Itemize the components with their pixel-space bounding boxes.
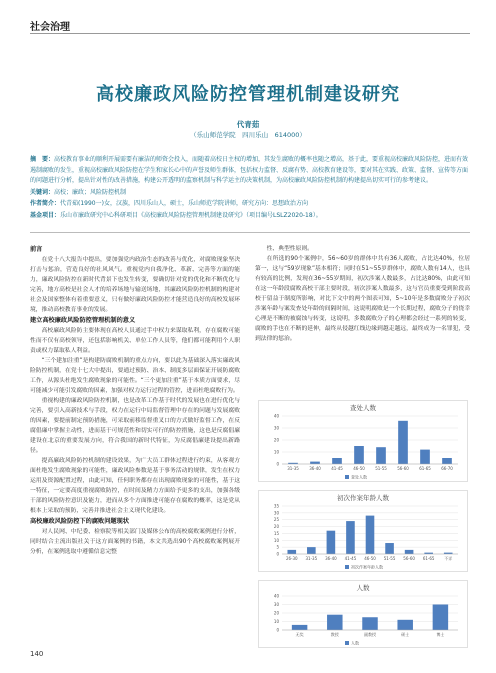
chart-first-crime-age bbox=[258, 490, 468, 572]
bar bbox=[292, 625, 307, 630]
x-tick-label: 66-70 bbox=[441, 466, 453, 471]
y-tick-label: 30 bbox=[273, 425, 279, 431]
page-number: 140 bbox=[30, 650, 44, 658]
x-tick-label: 41-45 bbox=[331, 466, 343, 471]
body-paragraph: 性、典型性原则。 bbox=[266, 246, 313, 252]
x-tick-label: 教授 bbox=[330, 632, 339, 637]
legend-label: 查处人数 bbox=[351, 474, 367, 480]
y-tick-label: 20 bbox=[273, 610, 279, 616]
fund-line bbox=[30, 211, 470, 222]
y-tick-label: 40 bbox=[273, 593, 279, 599]
x-tick-label: 36-40 bbox=[325, 556, 337, 561]
x-tick-label: 51-55 bbox=[375, 466, 387, 471]
x-tick-label: 无奖 bbox=[295, 632, 304, 637]
chart-title: 初次作案年龄人数 bbox=[337, 494, 389, 502]
y-tick-label: 35 bbox=[273, 503, 279, 509]
fund-label: 基金项目： bbox=[30, 211, 61, 219]
body-paragraph: 提高廉政风险防控机制的建设效果，为广大员工群体过程进行约束，从客观方面杜绝发生腐败现象的可能性，廉政风险参数是基于事务活动的规律，发生在权力运用及资源配置过程，由此可知，任何职务都存在出现腐败现象的可能性，基于这一特征，一定要高度重视腐败防控，在时间及精力方面给予更多的支出，加强各级干部的风险防控意识及能力，进而从多个方面推进可能存在腐败的概率，这是党从根本上采取的预防，完善并推进社会主义现代化建设。 bbox=[30, 458, 240, 514]
y-tick-label: 20 bbox=[273, 524, 279, 530]
y-tick-label: 30 bbox=[273, 510, 279, 516]
abstract-label: 摘 要： bbox=[30, 156, 55, 163]
bar bbox=[405, 550, 414, 554]
y-tick-label: 10 bbox=[273, 537, 279, 543]
bar bbox=[385, 543, 394, 554]
body-right-column bbox=[255, 244, 470, 344]
bar bbox=[327, 615, 342, 630]
bar bbox=[442, 458, 452, 464]
bar bbox=[310, 462, 320, 464]
bar bbox=[287, 550, 296, 554]
y-tick-label: 10 bbox=[273, 449, 279, 455]
section-heading: 高校廉政风险防控下的腐败问题现状 bbox=[30, 518, 129, 525]
y-tick-label: 0 bbox=[276, 461, 279, 467]
legend-label: 人数 bbox=[351, 640, 359, 646]
body-paragraph: 高校廉政风险防主要体现在高校人员通过手中权力来谋取私利，存在腐败可能性而不仅有高校领导，还包括影响机关、单位工作人员等，他们都可能利用个人职责或权力谋取私人利益。 bbox=[30, 328, 240, 354]
x-tick-label: 46-50 bbox=[353, 466, 365, 471]
article-affiliation: （乐山师范学院 四川乐山 614000） bbox=[190, 131, 306, 139]
legend-swatch bbox=[345, 565, 349, 569]
bar bbox=[366, 516, 375, 554]
bar bbox=[327, 531, 336, 554]
chart-arrest-count bbox=[258, 400, 468, 482]
y-tick-label: 15 bbox=[273, 530, 279, 536]
x-tick-label: 硕士 bbox=[401, 632, 410, 637]
x-tick-label: 61-65 bbox=[419, 466, 431, 471]
header-rule bbox=[30, 33, 470, 34]
bar bbox=[307, 547, 316, 554]
keywords-text: 高校；廉政；风险防控机制 bbox=[54, 188, 127, 196]
x-tick-label: 56-60 bbox=[403, 556, 415, 561]
x-tick-label: 博士 bbox=[436, 632, 445, 637]
author-intro-label: 作者简介： bbox=[30, 200, 61, 207]
x-tick-label: 36-40 bbox=[309, 466, 321, 471]
y-tick-label: 5 bbox=[276, 544, 279, 550]
bar bbox=[332, 458, 342, 464]
fund-text: 乐山市廉政研究中心科研项目《高校廉政风险防控管理机制建设研究》（项目编号LSLZ2020-18）。 bbox=[60, 211, 322, 219]
x-tick-label: 31-35 bbox=[287, 466, 299, 471]
bar bbox=[362, 617, 377, 630]
legend-swatch bbox=[345, 475, 349, 479]
body-paragraph: 重视构建的廉政风险防控机制，也是改革工作基于时代的发展也在进行优化与完善，要引入高新技术与手段，权力在运行中局监督管理中存在的问题与发展腐败的因素，要提前制定预防措施，可采取前移监督重叉口的方式做好监督工作，在反腐倡廉中掌握主动性，进而基于可规范性和切实可行的防控措施，这也是反腐倡廉建设在北京的重要发展方向，符合我国的新时代特征，为反腐倡廉建设提出新路径。 bbox=[30, 398, 240, 454]
abstract-divider bbox=[30, 232, 470, 233]
chart-title: 查处人数 bbox=[350, 404, 376, 412]
body-paragraph: 对人民网、中纪委、检察院等相关部门及媒体公布的高校腐败案例进行分析，同时结合主流出版社关于这方面案例的书籍，本文共选出90个高校腐败案例展开分析，在案例选取中遵循信息完整 bbox=[30, 529, 240, 555]
column-tag: 社会治理 bbox=[30, 22, 70, 33]
article-author: 代青茹 bbox=[236, 120, 260, 129]
y-tick-label: 30 bbox=[273, 602, 279, 607]
body-left-column bbox=[30, 244, 240, 557]
bar bbox=[397, 620, 412, 630]
y-tick-label: 0 bbox=[276, 627, 279, 633]
abstract-text: 高校教育事业的顺利开展需要有廉洁的师资会投入，而随着高校日主权的增加，其发生腐败的概率也随之增高，基于此，要重视高校廉政风险防控，进而有效遏制腐败的发生，重视高校廉政风险防控在学生和家长心中的声誉及师生群体，包括权力监督、反腐有势、高校教育建设等，要对其在实践、政策、监督、宣传等方面的问题进行分析，提出针对性的改善措施，构建公开透明的监察机制与科学运主的决策机制，为高校廉政风险防控机制的构建提出切实可行的参考建议。 bbox=[30, 156, 469, 184]
abstract-paragraph bbox=[30, 155, 470, 187]
x-tick-label: 31-35 bbox=[305, 556, 318, 561]
x-tick-label: 61-65 bbox=[422, 556, 435, 561]
author-intro-text: 代青茹(1990一)女，汉族，四川乐山人，硕士，乐山师范学院讲师，研究方向：思想政治方向 bbox=[60, 200, 308, 207]
bar bbox=[433, 605, 448, 631]
body-paragraph: “三个建加注重”是构建防腐败机制的重点方向，要以此为基础深入落实廉政风险防控机制，在党十七大中提出，要通过预防、治本、制度多层面保证开展防腐败工作，从源头杜绝发生腐败现象的可能性。“三个更加注重”基于本质方面要求，尽可能减少可能引发腐败的因素，加强对权力运行过程的管控，进而杜绝腐败行为。 bbox=[30, 358, 240, 394]
x-tick-label: 26-30 bbox=[285, 556, 298, 561]
x-tick-label: 不详 bbox=[444, 556, 453, 561]
y-tick-label: 40 bbox=[273, 413, 279, 419]
y-tick-label: 20 bbox=[273, 437, 279, 443]
article-title: 高校廉政风险防控管理机制建设研究 bbox=[96, 84, 400, 105]
x-tick-label: 副教授 bbox=[364, 632, 376, 637]
chart-arrest-count-svg bbox=[258, 400, 468, 482]
y-tick-label: 0 bbox=[276, 551, 279, 557]
y-tick-label: 25 bbox=[273, 517, 279, 523]
legend-label: 初次作案年龄人数 bbox=[351, 564, 383, 570]
chart-first-crime-age-svg bbox=[258, 490, 468, 572]
x-tick-label: 41-45 bbox=[344, 556, 357, 561]
x-tick-label: 46-50 bbox=[364, 556, 376, 561]
bar bbox=[354, 446, 364, 464]
keywords-line bbox=[30, 188, 470, 199]
x-tick-label: 56-60 bbox=[397, 466, 409, 471]
author-intro-line bbox=[30, 199, 470, 210]
y-tick-label: 10 bbox=[273, 619, 279, 624]
keywords-label: 关键词： bbox=[30, 188, 55, 196]
bar bbox=[376, 447, 386, 464]
bar bbox=[346, 521, 355, 554]
chart-title-count-svg bbox=[258, 580, 468, 648]
x-tick-label: 51-55 bbox=[383, 556, 396, 561]
abstract-block bbox=[30, 155, 470, 222]
bar bbox=[398, 421, 408, 464]
bar bbox=[420, 450, 430, 464]
body-paragraph: 在所选的90个案例中，56~60岁的群体中共有36人腐败，占比达40%，位居第一，这与“59岁现象”基本相符；同时在51~55岁群体中，腐败人数有14人，也具有较高的比例，发现在36~55岁期间，初次涉案人数最多，占比达80%，由此可知在这一年龄段腐败高校干部主要时段，初次涉案人数最多，这与官员重要受到阶段高校于留益于制度所影响，对比下文中的两个图表可知，5~10年是多数腐败分子初次涉案年龄与案发查处年龄的间隔时间，这说明腐败是一个长期过程，腐败分子的侥幸心理是不断的被腐蚀与转变，这说明，多数腐败分子的心理都会经过一系列的转变，腐败的手也在不断的延伸，最终从侵越红线边缘到越走越远，最终成为一名罪犯，受到法律的惩治。 bbox=[255, 256, 470, 342]
legend-swatch bbox=[345, 641, 349, 645]
section-heading: 建立高校廉政风险防控管理机制的意义 bbox=[30, 317, 136, 324]
body-paragraph: 在党十八大报告中提出，要加强党内政治生态的改善与优化，对腐败现象坚决打击与惩治，营造良好的社风风气。重视党内自我净化、革新、完善等方面的能力，廉政风险防控在新时代背景下也发生转变，要确切针对党的优化和不断优化与完善，地方高校是社会人才的培养场地与输送场地，其廉政风险防控机制的构建对社会及国家整体有着重要意义，只有做好廉政风险防控才能营造良好的高校发展环境，推动高校教育事业的发展。 bbox=[30, 257, 240, 313]
chart-title: 人数 bbox=[356, 584, 370, 592]
chart-title-count bbox=[258, 580, 468, 648]
section-heading: 前言 bbox=[30, 246, 43, 253]
